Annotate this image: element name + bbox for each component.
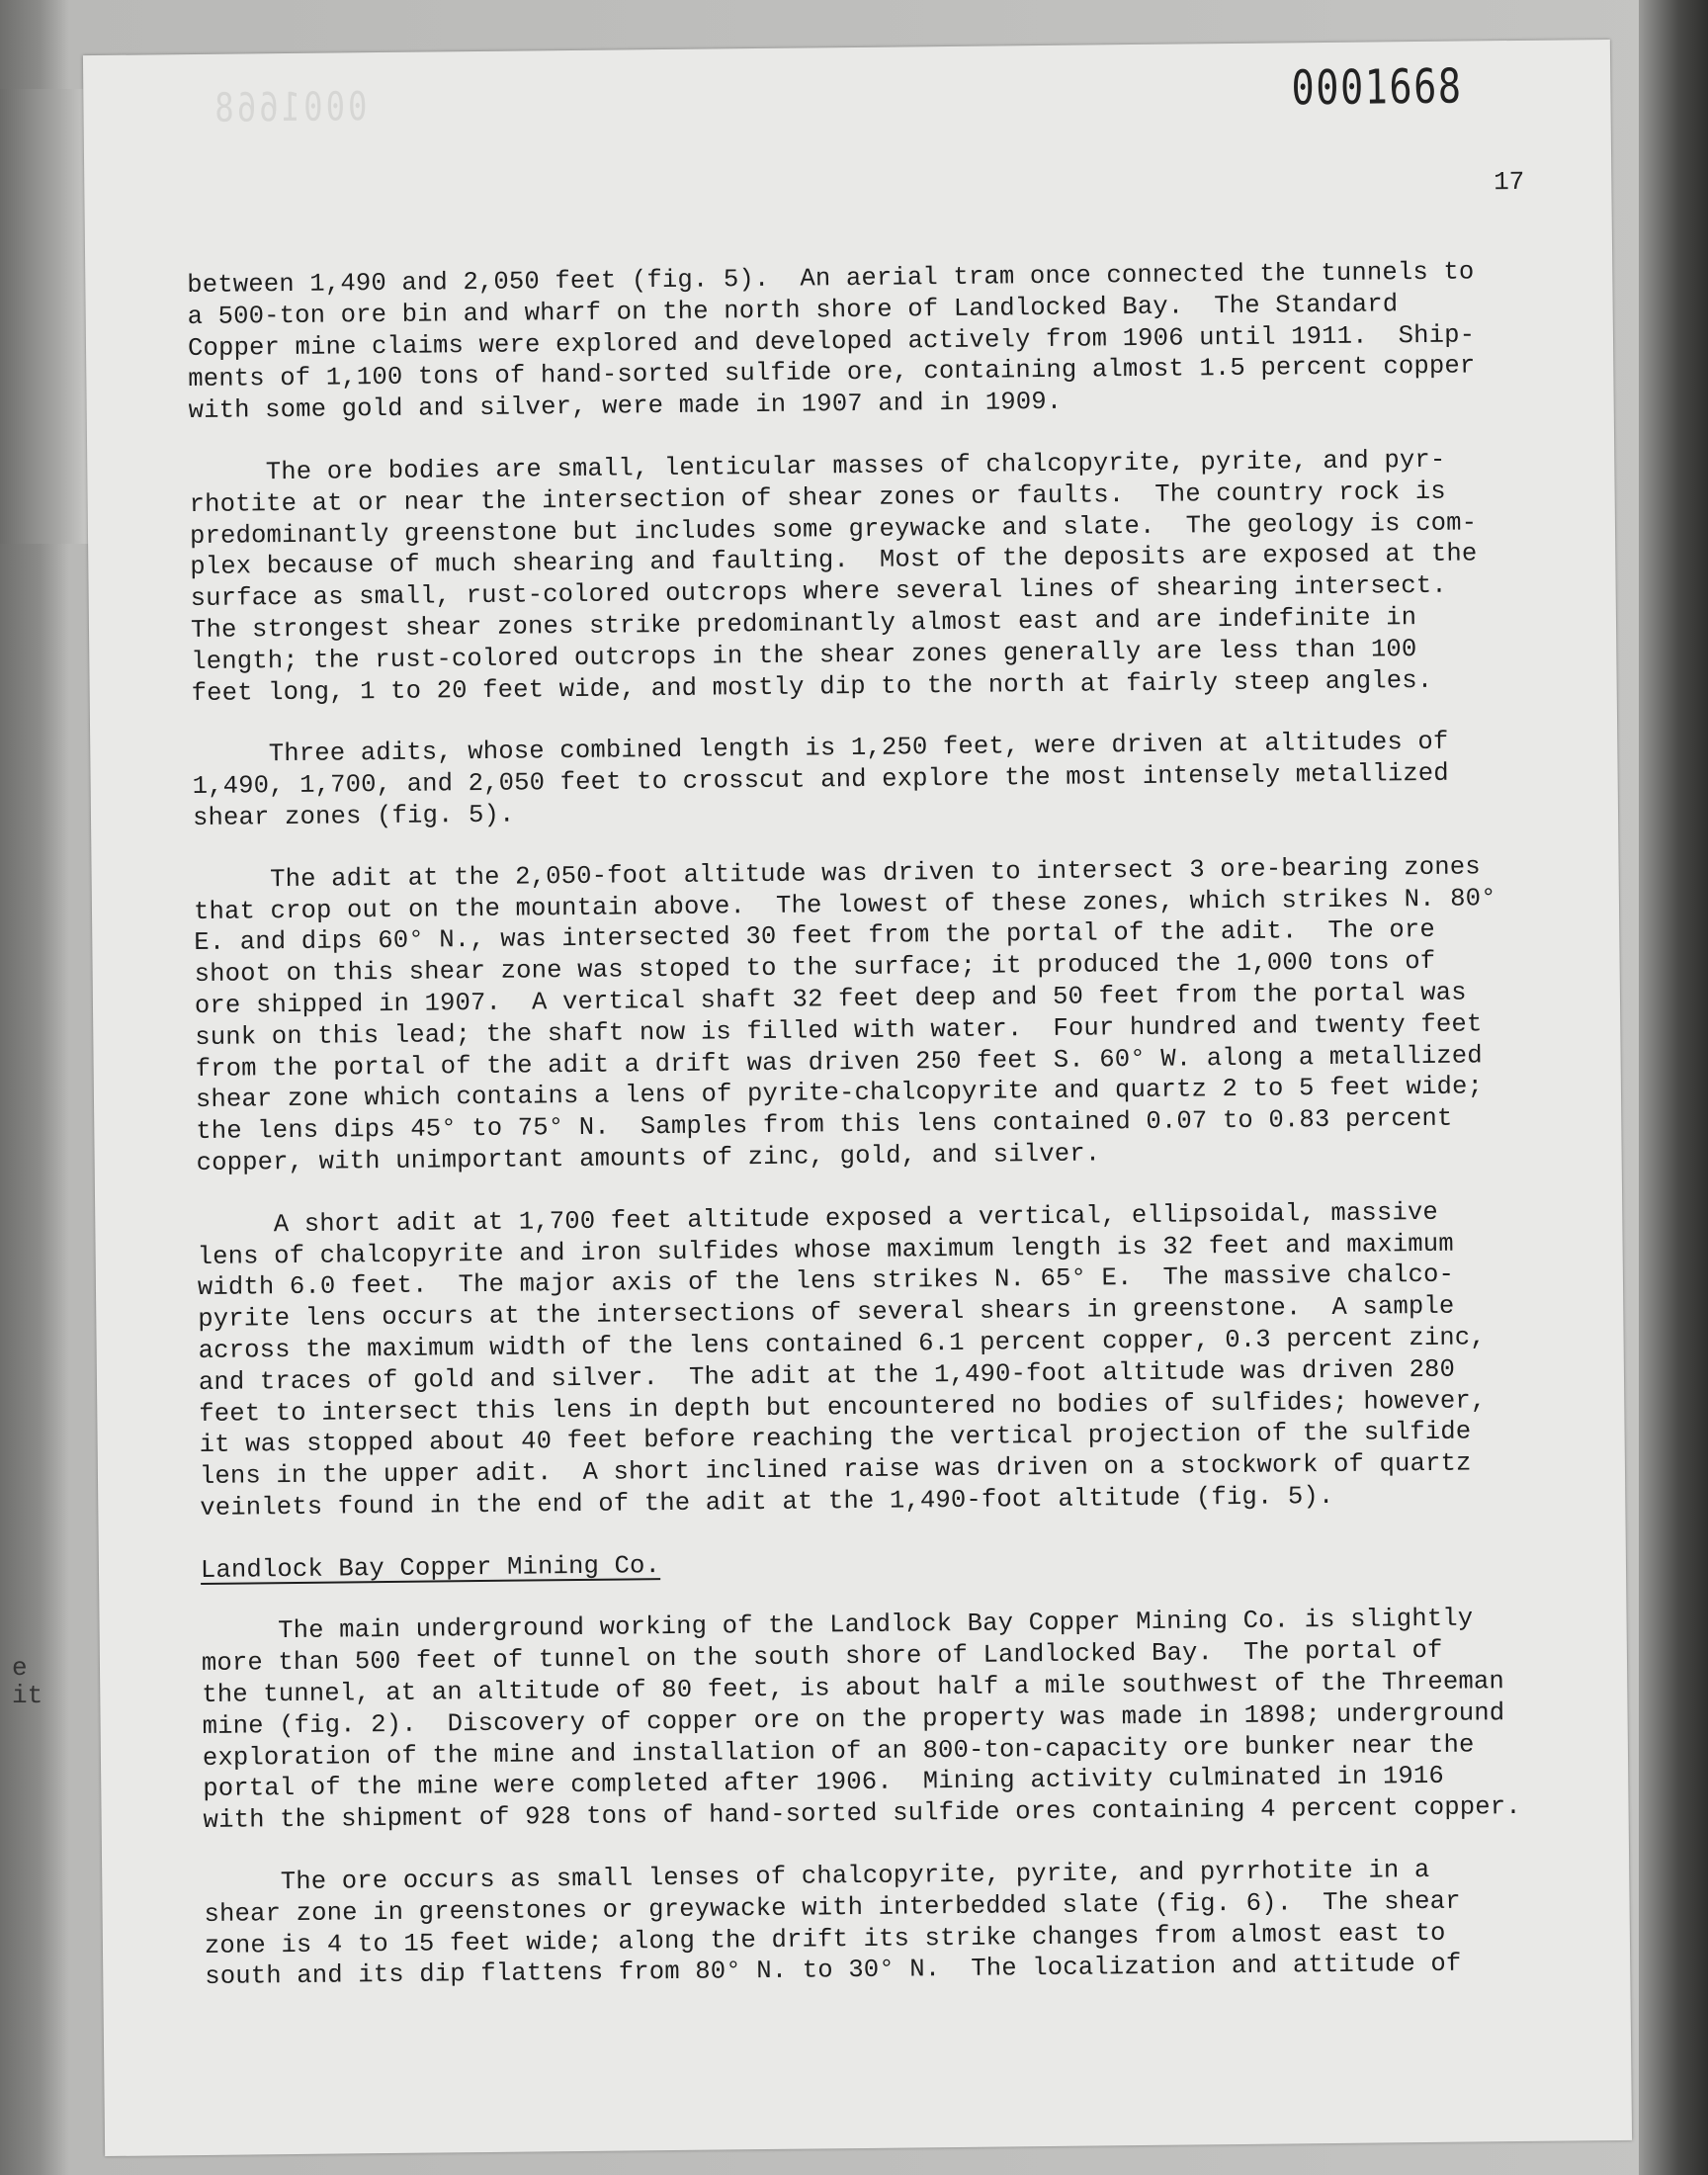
paragraph [189, 444, 1531, 710]
paragraph [204, 1854, 1544, 1993]
text-line: The main underground working of the Landlock Bay Copper Mining Co. is slightly [201, 1604, 1474, 1647]
text-line: veinlets found in the end of the adit at the 1,490-foot altitude (fig. 5). [200, 1481, 1334, 1522]
text-line: the tunnel, at an altitude of 80 feet, is about half a mile southwest of the Threeman [202, 1667, 1505, 1710]
text-line: The ore bodies are small, lenticular masses of chalcopyrite, pyrite, and pyr- [189, 445, 1446, 488]
text-line: surface as small, rust-colored outcrops where several lines of shearing intersect. [190, 570, 1447, 614]
text-line: zone is 4 to 15 feet wide; along the drift its strike changes from almost east to [204, 1918, 1446, 1960]
text-line: portal of the mine were completed after 1906. Mining activity culminated in 1916 [203, 1762, 1445, 1804]
text-line: pyrite lens occurs at the intersections of several shears in greenstone. A sample [198, 1291, 1455, 1335]
text-line: that crop out on the mountain above. The lowest of these zones, which strikes N. 80° [193, 883, 1496, 926]
text-line: shoot on this shear zone was stoped to the surface; it produced the 1,000 tons of [194, 947, 1436, 990]
text-line: shear zone in greenstones or greywacke with interbedded slate (fig. 6). The shear [204, 1886, 1461, 1929]
text-line: ments of 1,100 tons of hand-sorted sulfide ore, containing almost 1.5 percent copper [188, 351, 1476, 394]
ghost-bleed-through-number: 0001668 [211, 84, 368, 131]
text-line: from the portal of the adit a drift was driven 250 feet S. 60° W. along a metallized [195, 1040, 1483, 1084]
text-line: rhotite at or near the intersection of shear zones or faults. The country rock is [189, 477, 1446, 519]
text-line: feet long, 1 to 20 feet wide, and mostly dip to the north at fairly steep angles. [191, 665, 1433, 708]
text-line: it was stopped about 40 feet before reaching the vertical projection of the sulfide [199, 1417, 1472, 1460]
text-line: shear zone which contains a lens of pyrite-chalcopyrite and quartz 2 to 5 feet wide; [195, 1072, 1484, 1115]
text-line: width 6.0 feet. The major axis of the lens strikes N. 65° E. The massive chalco- [197, 1261, 1455, 1303]
text-line: and traces of gold and silver. The adit at the 1,490-foot altitude was driven 280 [198, 1354, 1456, 1397]
text-line: The strongest shear zones strike predominantly almost east and are indefinite in [190, 603, 1417, 646]
binder-edge [0, 89, 94, 544]
text-line: feet to intersect this lens in depth but encountered no bodies of sulfides; however, [199, 1385, 1487, 1429]
text-line: exploration of the mine and installation of an 800-ton-capacity ore bunker near the [202, 1730, 1475, 1773]
text-line: plex because of much shearing and faulting. Most of the deposits are exposed at the [190, 539, 1478, 582]
text-line: mine (fig. 2). Discovery of copper ore on the property was made in 1898; underground [202, 1698, 1505, 1741]
scanner-shadow-right [1639, 0, 1708, 2175]
paragraph [197, 1196, 1539, 1524]
margin-fragment: e [12, 1653, 28, 1683]
text-line: with the shipment of 928 tons of hand-sorted sulfide ores containing 4 percent copper. [203, 1792, 1521, 1836]
paragraph [201, 1603, 1542, 1837]
text-line: 1,490, 1,700, and 2,050 feet to crosscut and explore the most intensely metallized [192, 758, 1449, 802]
text-line: a 500-ton ore bin and wharf on the north shore of Landlocked Bay. The Standard [187, 290, 1399, 331]
text-line: A short adit at 1,700 feet altitude exposed a vertical, ellipsoidal, massive [197, 1197, 1439, 1240]
text-line: The ore occurs as small lenses of chalcopyrite, pyrite, and pyrrhotite in a [204, 1856, 1430, 1898]
text-line: lens in the upper adit. A short inclined raise was driven on a stockwork of quartz [199, 1448, 1472, 1492]
paragraph [192, 726, 1532, 834]
text-line: between 1,490 and 2,050 feet (fig. 5). An aerial tram once connected the tunnels to [187, 257, 1475, 301]
text-line: length; the rust-colored outcrops in the shear zones generally are less than 100 [191, 634, 1417, 676]
paragraph [193, 851, 1535, 1179]
text-line: E. and dips 60° N., was intersected 30 feet from the portal of the adit. The ore [194, 915, 1436, 958]
text-line: ore shipped in 1907. A vertical shaft 32 feet deep and 50 feet from the portal was [194, 978, 1467, 1020]
text-line: Copper mine claims were explored and developed actively from 1906 until 1911. Ship- [187, 320, 1476, 363]
body-text [187, 256, 1545, 2024]
text-line: Three adits, whose combined length is 1,250 feet, were driven at altitudes of [192, 728, 1449, 770]
paragraph [187, 256, 1528, 427]
margin-fragment: it [12, 1681, 43, 1710]
text-line: sunk on this lead; the shaft now is filled with water. Four hundred and twenty feet [195, 1009, 1483, 1052]
text-line: predominantly greenstone but includes some greywacke and slate. The geology is com- [189, 507, 1478, 551]
text-line: with some gold and silver, were made in 1907 and in 1909. [188, 387, 1063, 426]
text-line: across the maximum width of the lens contained 6.1 percent copper, 0.3 percent zinc, [198, 1323, 1486, 1365]
section-heading: Landlock Bay Copper Mining Co. [200, 1550, 661, 1585]
page-number: 17 [1493, 166, 1525, 198]
document-page [83, 40, 1632, 2156]
document-number: 0001668 [1291, 58, 1463, 117]
text-line: shear zones (fig. 5). [192, 800, 515, 832]
text-line: The adit at the 2,050-foot altitude was driven to intersect 3 ore-bearing zones [193, 852, 1481, 895]
text-line: the lens dips 45° to 75° N. Samples from this lens contained 0.07 to 0.83 percent [196, 1103, 1453, 1147]
text-line: copper, with unimportant amounts of zinc, gold, and silver. [196, 1139, 1101, 1177]
text-line: more than 500 feet of tunnel on the south shore of Landlocked Bay. The portal of [201, 1636, 1443, 1679]
text-line: lens of chalcopyrite and iron sulfides whose maximum length is 32 feet and maximum [197, 1229, 1454, 1271]
text-line: south and its dip flattens from 80° N. to 30° N. The localization and attitude of [205, 1950, 1462, 1992]
